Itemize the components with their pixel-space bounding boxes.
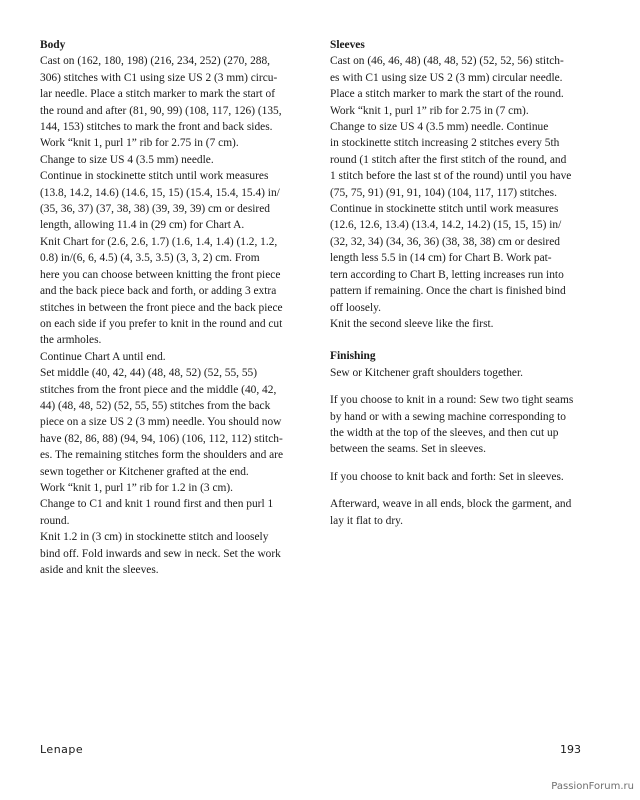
body-line: 306) stitches with C1 using size US 2 (3 mm) circu- <box>40 71 278 84</box>
sleeves-line: Change to size US 4 (3.5 mm) needle. Continue <box>330 121 549 134</box>
body-line: 144, 153) stitches to mark the front and back sides. <box>40 121 273 134</box>
finishing-line: the width at the top of the sleeves, and then cut up <box>330 426 559 439</box>
sleeves-heading: Sleeves <box>330 39 365 51</box>
body-heading: Body <box>40 39 66 51</box>
body-line: Continue in stockinette stitch until work measures <box>40 170 269 183</box>
body-line: length, allowing 11.4 in (29 cm) for Chart A. <box>40 219 245 232</box>
body-line: 44) (48, 48, 52) (52, 55, 55) stitches from the back <box>40 399 271 412</box>
body-line: Work “knit 1, purl 1” rib for 1.2 in (3 cm). <box>40 481 233 494</box>
body-line: Set middle (40, 42, 44) (48, 48, 52) (52, 55, 55) <box>40 367 258 380</box>
finishing-line: between the seams. Set in sleeves. <box>330 443 486 456</box>
sleeves-line: off loosely. <box>330 301 381 314</box>
sleeves-line: (32, 32, 34) (34, 36, 36) (38, 38, 38) cm or desired <box>330 235 560 248</box>
finishing-final-paragraph <box>330 496 602 529</box>
sleeves-line: Place a stitch marker to mark the start of the round. <box>330 88 564 101</box>
sleeves-instructions <box>330 53 602 332</box>
sleeves-line: Knit the second sleeve like the first. <box>330 317 494 330</box>
finishing-round-paragraph <box>330 392 602 458</box>
sleeves-line: length less 5.5 in (14 cm) for Chart B. Work pat- <box>330 252 552 265</box>
watermark: PassionForum.ru <box>551 781 634 792</box>
body-line: Knit Chart for (2.6, 2.6, 1.7) (1.6, 1.4, 1.4) (1.2, 1.2, <box>40 235 278 248</box>
body-line: the armholes. <box>40 334 102 347</box>
body-line: the round and after (81, 90, 99) (108, 117, 126) (135, <box>40 104 282 117</box>
body-line: stitches from the front piece and the middle (40, 42, <box>40 383 277 396</box>
body-line: have (82, 86, 88) (94, 94, 106) (106, 112, 112) stitch- <box>40 432 283 445</box>
body-line: Work “knit 1, purl 1” rib for 2.75 in (7 cm). <box>40 137 239 150</box>
finishing-line: by hand or with a sewing machine corresponding to <box>330 410 566 423</box>
body-line: Change to C1 and knit 1 round first and then purl 1 <box>40 498 274 511</box>
sleeves-line: Work “knit 1, purl 1” rib for 2.75 in (7 cm). <box>330 104 529 117</box>
sleeves-line: (12.6, 12.6, 13.4) (13.4, 14.2, 14.2) (15, 15, 15) in/ <box>330 219 562 232</box>
finishing-line: If you choose to knit back and forth: Set in sleeves. <box>330 470 564 483</box>
sleeves-line: pattern if remaining. Once the chart is finished bind <box>330 285 566 298</box>
sleeves-line: round (1 stitch after the first stitch of the round, and <box>330 153 567 166</box>
finishing-line: Sew or Kitchener graft shoulders together. <box>330 366 523 379</box>
body-line: aside and knit the sleeves. <box>40 564 159 576</box>
body-line: Cast on (162, 180, 198) (216, 234, 252) (270, 288, <box>40 55 271 68</box>
sleeves-line: (75, 75, 91) (91, 91, 104) (104, 117, 117) stitches. <box>330 186 557 199</box>
sleeves-line: in stockinette stitch increasing 2 stitches every 5th <box>330 137 560 150</box>
body-line: on each side if you prefer to knit in the round and cut <box>40 317 283 330</box>
sleeves-line: es with C1 using size US 2 (3 mm) circular needle. <box>330 71 563 84</box>
body-line: 0.8) in/(6, 6, 4.5) (4, 3.5, 3.5) (3, 3, 2) cm. From <box>40 252 260 265</box>
finishing-flat-paragraph <box>330 469 602 485</box>
body-line: Knit 1.2 in (3 cm) in stockinette stitch and loosely <box>40 531 269 544</box>
sleeves-line: 1 stitch before the last st of the round) until you have <box>330 170 572 183</box>
finishing-line: Afterward, weave in all ends, block the garment, and <box>330 498 572 511</box>
body-line: here you can choose between knitting the front piece <box>40 268 281 281</box>
body-line: bind off. Fold inwards and sew in neck. Set the work <box>40 547 281 560</box>
sleeves-line: Continue in stockinette stitch until work measures <box>330 203 559 216</box>
body-instructions <box>40 53 312 578</box>
body-line: sewn together or Kitchener grafted at the end. <box>40 465 249 478</box>
body-line: Change to size US 4 (3.5 mm) needle. <box>40 153 214 166</box>
running-footer-title: Lenape <box>40 743 84 756</box>
body-line: stitches in between the front piece and the back piece <box>40 301 283 314</box>
body-line: (13.8, 14.2, 14.6) (14.6, 15, 15) (15.4, 15.4, 15.4) in/ <box>40 186 280 199</box>
body-line: piece on a size US 2 (3 mm) needle. You should now <box>40 416 282 429</box>
body-line: round. <box>40 514 70 527</box>
sleeves-line: tern according to Chart B, letting increases run into <box>330 268 564 281</box>
body-line: lar needle. Place a stitch marker to mark the start of <box>40 88 275 101</box>
finishing-line: If you choose to knit in a round: Sew two tight seams <box>330 394 574 407</box>
finishing-heading: Finishing <box>330 350 376 363</box>
right-column <box>330 37 602 529</box>
body-line: (35, 36, 37) (37, 38, 38) (39, 39, 39) cm or desired <box>40 203 270 216</box>
body-line: es. The remaining stitches form the shoulders and are <box>40 449 284 462</box>
finishing-line: lay it flat to dry. <box>330 514 403 527</box>
page-number: 193 <box>560 743 581 756</box>
body-line: Continue Chart A until end. <box>40 350 166 363</box>
sleeves-line: Cast on (46, 46, 48) (48, 48, 52) (52, 52, 56) stitch- <box>330 55 564 68</box>
left-column <box>40 37 312 578</box>
body-line: and the back piece back and forth, or adding 3 extra <box>40 285 277 298</box>
